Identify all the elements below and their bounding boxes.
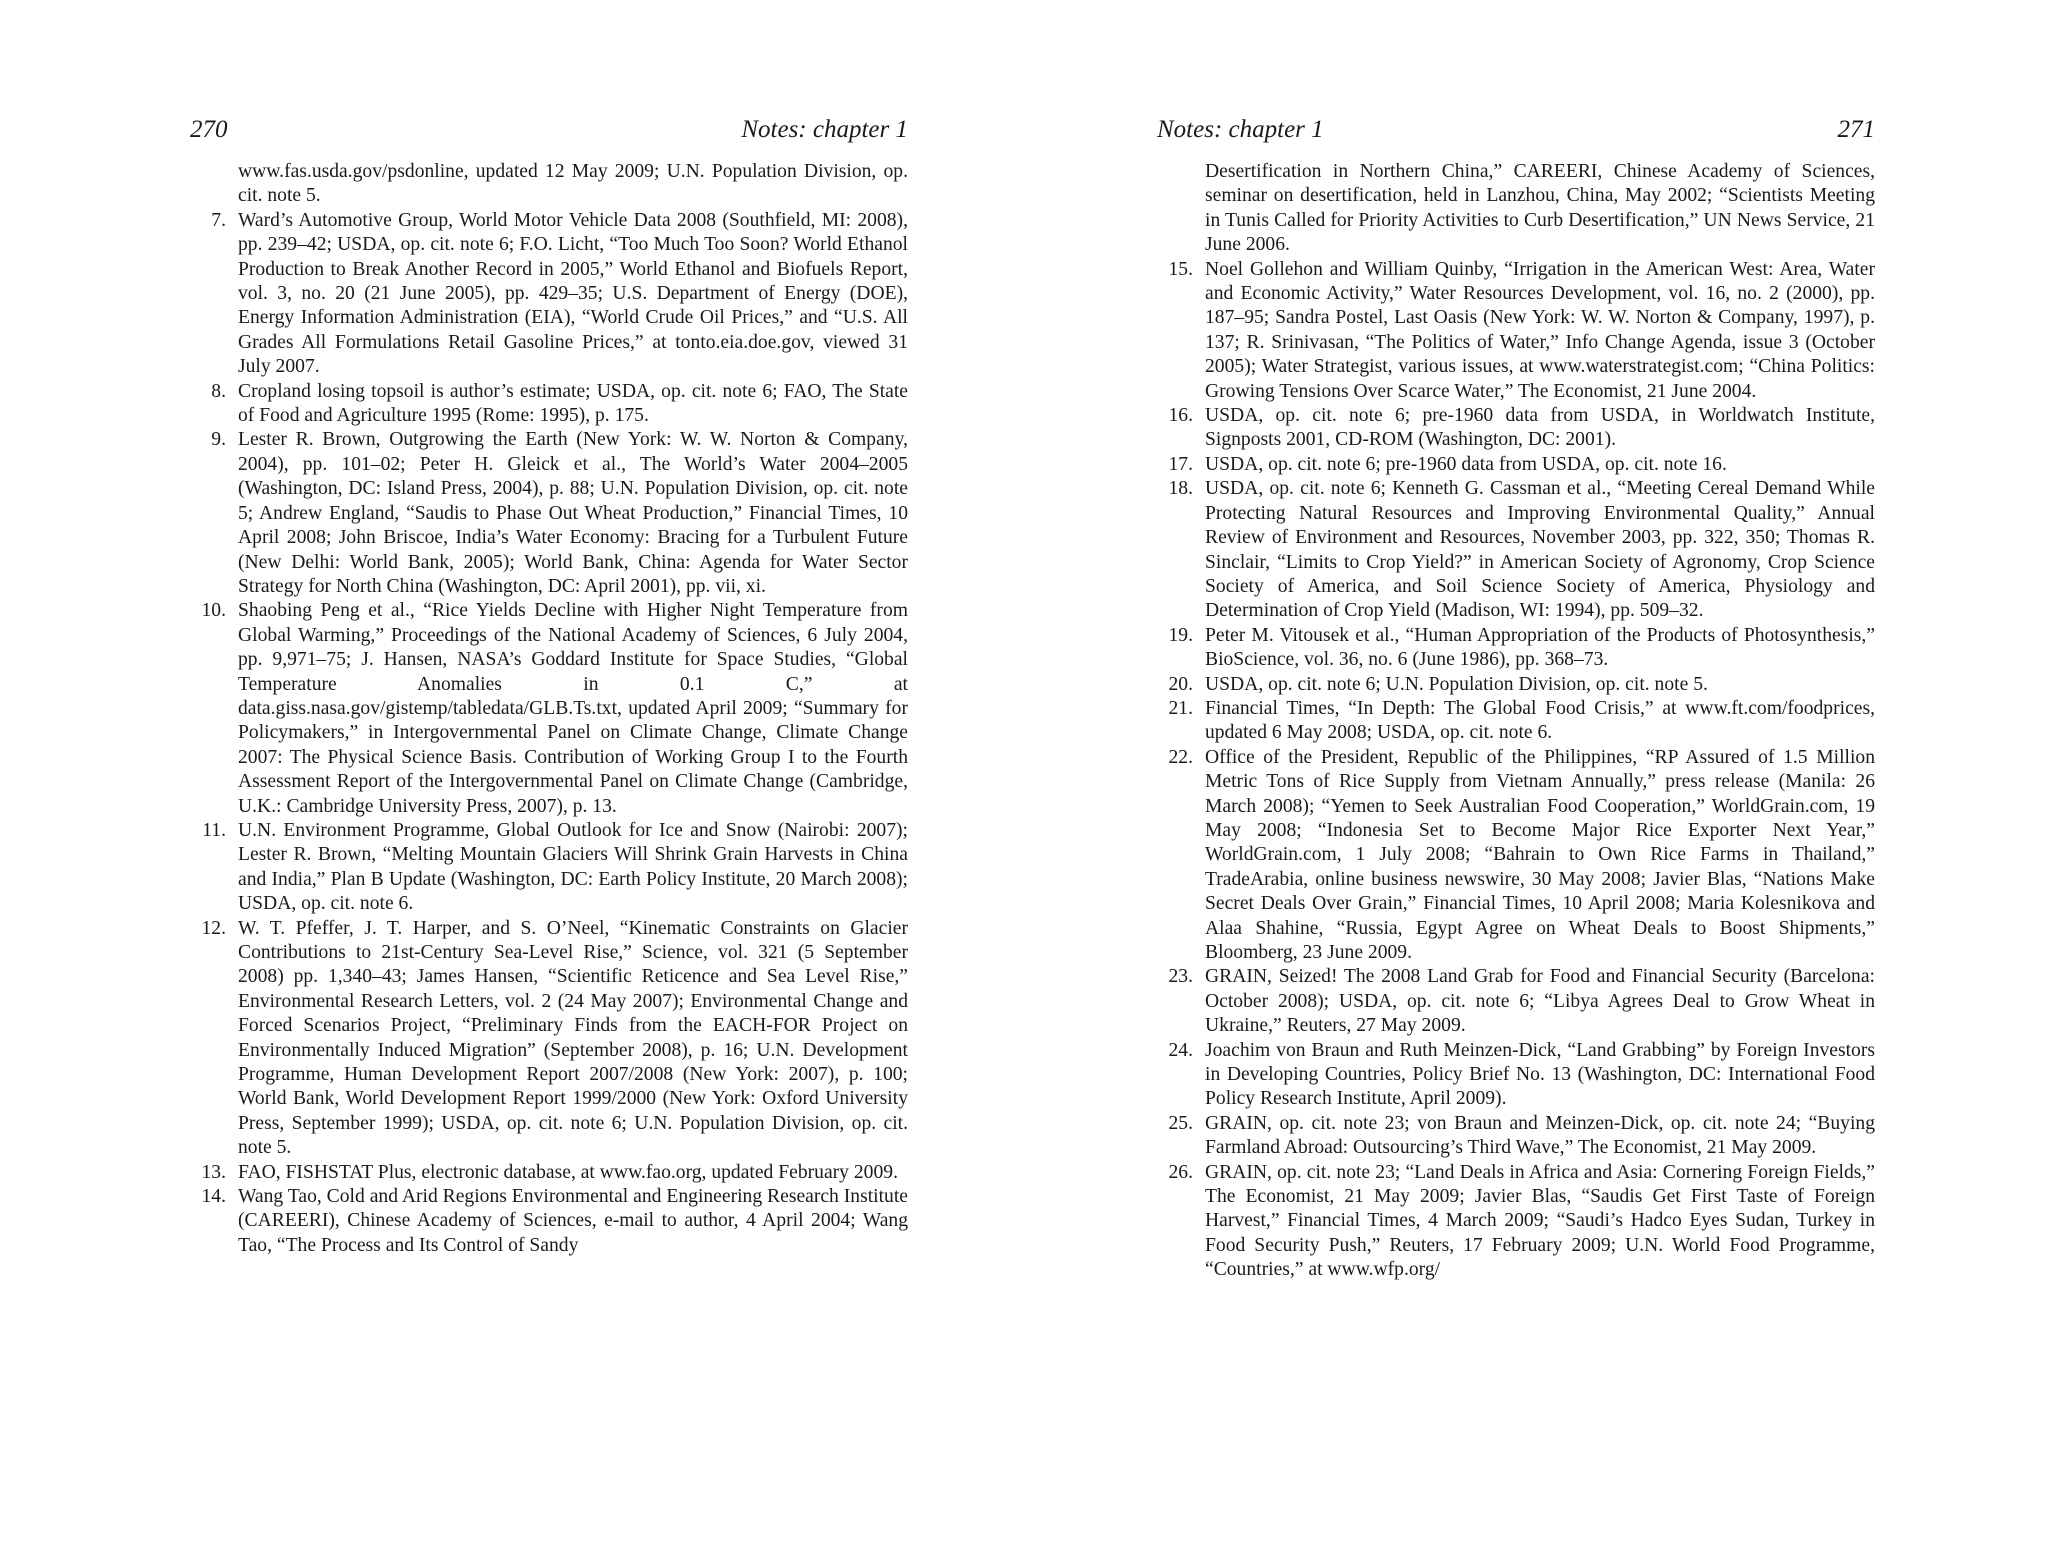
note-item — [1157, 453, 1875, 477]
note-number: 15. — [1168, 258, 1193, 280]
note-number: 13. — [201, 1161, 226, 1183]
note-number: 24. — [1168, 1039, 1193, 1061]
note-item — [190, 209, 908, 380]
right-page — [1157, 112, 1875, 1283]
note-text: Shaobing Peng et al., “Rice Yields Decline with Higher Night Temperature from Global Warming,” Proceedings of the National Academy of Sciences, 6 July 2004, pp. 9,971–75; J. Hansen, NASA’s Goddard Institute for Space Studies, “Global Temperature Anomalies in 0.1 C,” at data.giss.nasa.gov/gistemp/tabledata/GLB.Ts.txt, updated April 2009; “Summary for Policymakers,” in Intergovernmental Panel on Climate Change, Climate Change 2007: The Physical Science Basis. Contribution of Working Group I to the Fourth Assessment Report of the Intergovernmental Panel on Climate Change (Cambridge, U.K.: Cambridge University Press, 2007), p. 13. — [238, 600, 908, 817]
note-item — [1157, 1112, 1875, 1161]
note-text: Lester R. Brown, Outgrowing the Earth (New York: W. W. Norton & Company, 2004), pp. 101–02; Peter H. Gleick et al., The World’s Water 2004–2005 (Washington, DC: Island Press, 2004), p. 88; U.N. Population Division, op. cit. note 5; Andrew England, “Saudis to Phase Out Wheat Production,” Financial Times, 10 April 2008; John Briscoe, India’s Water Economy: Bracing for a Turbulent Future (New Delhi: World Bank, 2005); World Bank, China: Agenda for Water Sector Strategy for North China (Washington, DC: April 2001), pp. vii, xi. — [238, 429, 908, 597]
note-item — [1157, 258, 1875, 404]
note-number: 8. — [211, 380, 226, 402]
note-text: GRAIN, op. cit. note 23; “Land Deals in Africa and Asia: Cornering Foreign Fields,” The Economist, 21 May 2009; Javier Blas, “Saudis Get First Taste of Foreign Harvest,” Financial Times, 4 March 2009; “Saudi’s Hadco Eyes Sudan, Turkey in Food Security Push,” Reuters, 17 February 2009; U.N. World Food Programme, “Countries,” at www.wfp.org/ — [1205, 1161, 1875, 1281]
note-text: Joachim von Braun and Ruth Meinzen-Dick, “Land Grabbing” by Foreign Investors in Developing Countries, Policy Brief No. 13 (Washington, DC: International Food Policy Research Institute, April 2009). — [1205, 1039, 1875, 1110]
note-text: Ward’s Automotive Group, World Motor Vehicle Data 2008 (Southfield, MI: 2008), pp. 239–42; USDA, op. cit. note 6; F.O. Licht, “Too Much Too Soon? World Ethanol Production to Break Another Record in 2005,” World Ethanol and Biofuels Report, vol. 3, no. 20 (21 June 2005), pp. 429–35; U.S. Department of Energy (DOE), Energy Information Administration (EIA), “World Crude Oil Prices,” and “U.S. All Grades All Formulations Retail Gasoline Prices,” at tonto.eia.doe.gov, viewed 31 July 2007. — [238, 209, 908, 378]
note-number: 11. — [202, 819, 226, 841]
note-item — [190, 1185, 908, 1258]
note-item — [190, 428, 908, 599]
note-number: 18. — [1168, 478, 1193, 500]
note-text: GRAIN, op. cit. note 23; von Braun and Meinzen-Dick, op. cit. note 24; “Buying Farmland Abroad: Outsourcing’s Third Wave,” The Economist, 21 May 2009. — [1205, 1112, 1875, 1159]
running-title: Notes: chapter 1 — [1157, 116, 1324, 143]
note-text: Noel Gollehon and William Quinby, “Irrigation in the American West: Area, Water and Economic Activity,” Water Resources Development, vol. 16, no. 2 (2000), pp. 187–95; Sandra Postel, Last Oasis (New York: W. W. Norton & Company, 1997), p. 137; R. Srinivasan, “The Politics of Water,” Info Change Agenda, issue 3 (October 2005); Water Strategist, various issues, at www.waterstrategist.com; “China Politics: Growing Tensions Over Scarce Water,” The Economist, 21 June 2004. — [1205, 258, 1875, 402]
note-item — [1157, 697, 1875, 746]
note-number: 19. — [1168, 624, 1193, 646]
note-number: 12. — [201, 917, 226, 939]
note-item — [1157, 1039, 1875, 1112]
running-head-left — [190, 112, 908, 148]
page-number: 271 — [1837, 116, 1875, 143]
note-text: Peter M. Vitousek et al., “Human Appropriation of the Products of Photosynthesis,” BioScience, vol. 36, no. 6 (June 1986), pp. 368–73. — [1205, 624, 1875, 671]
note-number: 20. — [1168, 673, 1193, 695]
page-number: 270 — [190, 116, 228, 143]
note-number: 17. — [1168, 453, 1193, 475]
note-item — [1157, 404, 1875, 453]
note-number: 26. — [1168, 1161, 1193, 1183]
notes-list-left — [190, 160, 908, 1258]
note-item — [1157, 477, 1875, 623]
note-text: W. T. Pfeffer, J. T. Harper, and S. O’Neel, “Kinematic Constraints on Glacier Contributions to 21st-Century Sea-Level Rise,” Science, vol. 321 (5 September 2008) pp. 1,340–43; James Hansen, “Scientific Reticence and Sea Level Rise,” Environmental Research Letters, vol. 2 (24 May 2007); Environmental Change and Forced Scenarios Project, “Preliminary Finds from the EACH-FOR Project on Environmentally Induced Migration” (September 2008), p. 16; U.N. Development Programme, Human Development Report 2007/2008 (New York: 2007), p. 100; World Bank, World Development Report 1999/2000 (New York: Oxford University Press, September 1999); USDA, op. cit. note 6; U.N. Population Division, op. cit. note 5. — [238, 917, 908, 1159]
running-head-right — [1157, 112, 1875, 148]
note-item — [190, 599, 908, 819]
note-item — [1157, 160, 1875, 258]
note-text: Wang Tao, Cold and Arid Regions Environmental and Engineering Research Institute (CAREERI), Chinese Academy of Sciences, e-mail to author, 4 April 2004; Wang Tao, “The Process and Its Control of Sandy — [238, 1186, 908, 1256]
note-item — [1157, 624, 1875, 673]
note-number: 22. — [1168, 746, 1193, 768]
note-item — [190, 160, 908, 209]
note-item — [1157, 1161, 1875, 1283]
note-text: Office of the President, Republic of the Philippines, “RP Assured of 1.5 Million Metric Tons of Rice Supply from Vietnam Annually,” press release (Manila: 26 March 2008); “Yemen to Seek Australian Food Cooperation,” WorldGrain.com, 19 May 2008; “Indonesia Set to Become Major Rice Exporter Next Year,” WorldGrain.com, 1 July 2008; “Bahrain to Own Rice Farms in Thailand,” TradeArabia, online business newswire, 30 May 2008; Javier Blas, “Nations Make Secret Deals Over Grain,” Financial Times, 10 April 2008; Maria Kolesnikova and Alaa Shahine, “Russia, Egypt Agree on Wheat Deals to Boost Shipments,” Bloomberg, 23 June 2009. — [1205, 746, 1875, 963]
note-item — [1157, 965, 1875, 1038]
running-title: Notes: chapter 1 — [741, 116, 908, 143]
note-text: USDA, op. cit. note 6; Kenneth G. Cassman et al., “Meeting Cereal Demand While Protecting Natural Resources and Improving Environmental Quality,” Annual Review of Environment and Resources, November 2003, pp. 322, 350; Thomas R. Sinclair, “Limits to Crop Yield?” in American Society of Agronomy, Crop Science Society of America, and Soil Science Society of America, Physiology and Determination of Crop Yield (Madison, WI: 1994), pp. 509–32. — [1205, 478, 1875, 622]
note-item — [1157, 673, 1875, 697]
note-text: Desertification in Northern China,” CAREERI, Chinese Academy of Sciences, seminar on desertification, held in Lanzhou, China, May 2002; “Scientists Meeting in Tunis Called for Priority Activities to Curb Desertification,” UN News Service, 21 June 2006. — [1205, 161, 1875, 256]
note-text: Cropland losing topsoil is author’s estimate; USDA, op. cit. note 6; FAO, The State of Food and Agriculture 1995 (Rome: 1995), p. 175. — [238, 380, 908, 427]
note-item — [190, 380, 908, 429]
note-item — [190, 1161, 908, 1185]
note-item — [1157, 746, 1875, 966]
note-text: USDA, op. cit. note 6; pre-1960 data from USDA, op. cit. note 16. — [1205, 453, 1727, 475]
note-text: USDA, op. cit. note 6; pre-1960 data from USDA, in Worldwatch Institute, Signposts 2001, CD-ROM (Washington, DC: 2001). — [1205, 405, 1875, 451]
left-page — [190, 112, 908, 1258]
note-item — [190, 819, 908, 917]
note-number: 21. — [1168, 697, 1193, 719]
note-text: FAO, FISHSTAT Plus, electronic database, at www.fao.org, updated February 2009. — [238, 1161, 898, 1183]
note-number: 7. — [211, 209, 226, 231]
note-number: 23. — [1168, 966, 1193, 988]
note-text: USDA, op. cit. note 6; U.N. Population Division, op. cit. note 5. — [1205, 673, 1708, 695]
note-number: 9. — [211, 429, 226, 451]
note-text: www.fas.usda.gov/psdonline, updated 12 May 2009; U.N. Population Division, op. cit. note 5. — [238, 161, 908, 207]
note-number: 25. — [1168, 1112, 1193, 1134]
note-text: U.N. Environment Programme, Global Outlook for Ice and Snow (Nairobi: 2007); Lester R. Brown, “Melting Mountain Glaciers Will Shrink Grain Harvests in China and India,” Plan B Update (Washington, DC: Earth Policy Institute, 20 March 2008); USDA, op. cit. note 6. — [238, 819, 908, 915]
note-number: 16. — [1168, 405, 1193, 427]
note-number: 14. — [201, 1186, 226, 1208]
note-text: GRAIN, Seized! The 2008 Land Grab for Food and Financial Security (Barcelona: October 2008); USDA, op. cit. note 6; “Libya Agrees Deal to Grow Wheat in Ukraine,” Reuters, 27 May 2009. — [1205, 966, 1875, 1037]
note-number: 10. — [201, 600, 226, 622]
note-item — [190, 917, 908, 1161]
notes-list-right — [1157, 160, 1875, 1283]
note-text: Financial Times, “In Depth: The Global Food Crisis,” at www.ft.com/foodprices, updated 6 May 2008; USDA, op. cit. note 6. — [1205, 697, 1875, 744]
